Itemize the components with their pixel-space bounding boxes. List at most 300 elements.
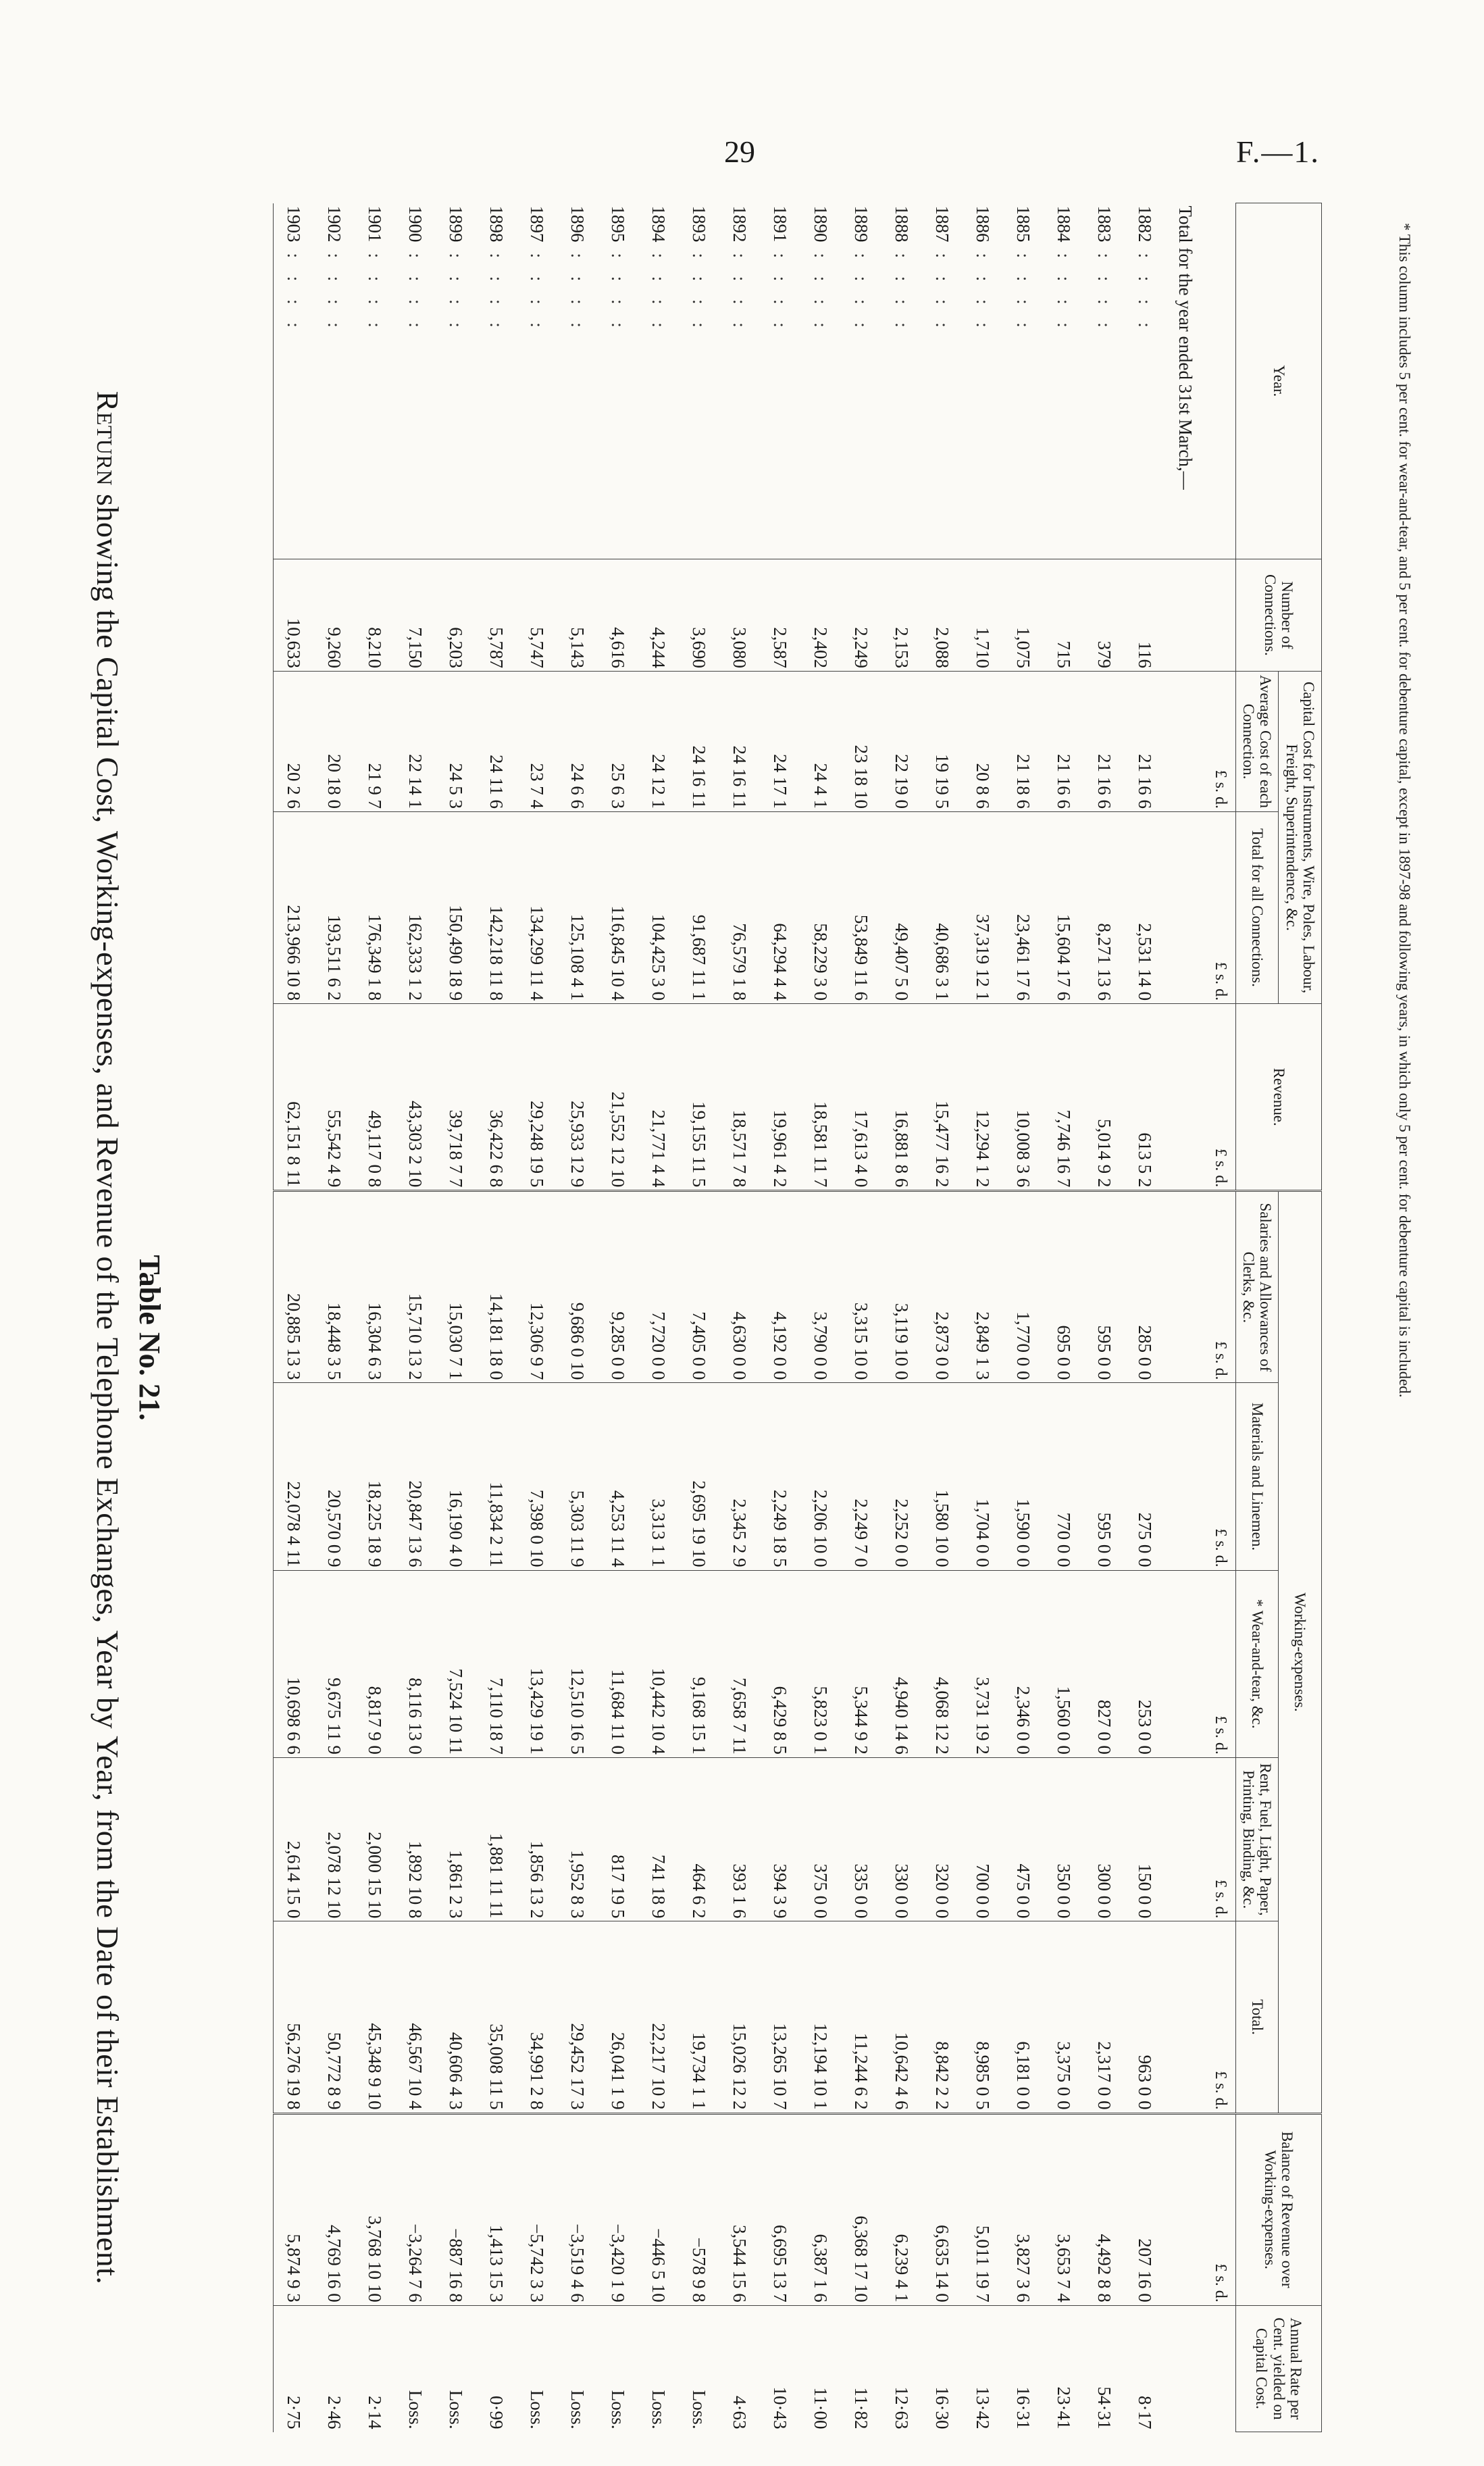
materials-cell-text: 7,398 0 10 — [527, 1489, 548, 1567]
materials-cell-text: 275 0 0 — [1135, 1512, 1156, 1567]
wear-and-tear-cell-text: 4,068 12 2 — [932, 1677, 953, 1755]
connections-cell-text: 2,587 — [770, 627, 791, 669]
revenue-cell-text: 36,422 6 8 — [486, 1109, 507, 1188]
balance-cell-text: −3,264 7 6 — [405, 2223, 426, 2303]
revenue-cell-text: 18,571 7 8 — [730, 1109, 750, 1188]
connections-cell — [1084, 559, 1125, 671]
connections-cell — [517, 559, 557, 671]
balance-cell-text: 6,368 17 10 — [851, 2215, 872, 2303]
page-number: 29 — [724, 134, 755, 169]
total-capital-cell-text: 37,319 12 1 — [973, 913, 994, 1001]
total-capital-cell — [1084, 811, 1125, 1003]
wear-and-tear-cell — [395, 1570, 436, 1757]
materials-cell — [1125, 1383, 1165, 1570]
total-capital-cell — [436, 811, 476, 1003]
total-expenses-cell-text: 2,317 0 0 — [1094, 2041, 1115, 2110]
balance-cell — [273, 2113, 314, 2305]
average-cost-cell-text: 25 6 3 — [608, 763, 629, 809]
revenue-cell — [1044, 1004, 1084, 1191]
salaries-cell-text: 3,315 10 0 — [851, 1302, 872, 1380]
year-cell-text: 1903 — [284, 205, 305, 243]
year-cell — [922, 203, 963, 559]
salaries-cell-text: 7,720 0 0 — [648, 1311, 669, 1380]
rent-fuel-cell-text: 1,952 8 3 — [567, 1850, 588, 1919]
leader-dots: : : : : — [892, 253, 913, 334]
average-cost-cell-text: 21 18 6 — [1013, 753, 1034, 809]
total-expenses-cell-text: 29,452 17 3 — [567, 2023, 588, 2110]
wear-and-tear-cell — [638, 1570, 679, 1757]
connections-cell-text: 7,150 — [405, 627, 426, 669]
materials-cell-text: 20,570 0 9 — [324, 1489, 345, 1567]
year-cell-text: 1884 — [1054, 205, 1075, 243]
rent-fuel-cell — [355, 1757, 395, 1921]
average-cost-cell — [476, 672, 517, 812]
connections-cell-text: 2,153 — [892, 627, 913, 669]
connections-cell — [922, 559, 963, 671]
annual-rate-cell — [273, 2305, 314, 2432]
rent-fuel-cell-text: 320 0 0 — [932, 1863, 953, 1919]
header-year: Year. — [1235, 203, 1321, 559]
year-cell — [1125, 203, 1165, 559]
salaries-cell — [881, 1191, 922, 1383]
total-expenses-cell-text: 963 0 0 — [1135, 2055, 1156, 2110]
leader-dots: : : : : — [567, 253, 588, 334]
balance-cell — [800, 2113, 841, 2305]
total-expenses-cell — [800, 1921, 841, 2113]
average-cost-cell — [800, 672, 841, 812]
year-cell-text: 1888 — [892, 205, 913, 243]
leader-dots: : : : : — [1013, 253, 1034, 334]
year-cell — [963, 203, 1003, 559]
rent-fuel-cell — [557, 1757, 598, 1921]
leader-dots: : : : : — [689, 253, 710, 334]
annual-rate-cell — [841, 2305, 881, 2432]
header-working-expenses: Working-expenses. — [1279, 1191, 1322, 2113]
rent-fuel-cell — [841, 1757, 881, 1921]
salaries-cell-text: 20,885 13 3 — [284, 1293, 305, 1380]
total-expenses-cell — [395, 1921, 436, 2113]
revenue-cell-text: 18,581 11 7 — [811, 1101, 831, 1188]
wear-and-tear-cell-text: 7,524 10 11 — [446, 1668, 467, 1755]
average-cost-cell-text: 19 19 5 — [932, 753, 953, 809]
total-expenses-cell-text: 56,276 19 8 — [284, 2023, 305, 2110]
year-cell — [841, 203, 881, 559]
rent-fuel-cell — [598, 1757, 638, 1921]
total-capital-cell — [841, 811, 881, 1003]
wear-and-tear-cell-text: 8,116 13 0 — [405, 1678, 426, 1755]
table-row — [1044, 203, 1084, 2432]
average-cost-cell — [922, 672, 963, 812]
salaries-cell-text: 2,873 0 0 — [932, 1311, 953, 1380]
revenue-cell — [679, 1004, 719, 1191]
annual-rate-cell-text: 12·63 — [892, 2386, 913, 2430]
year-cell — [557, 203, 598, 559]
balance-cell — [1084, 2113, 1125, 2305]
rent-fuel-cell — [517, 1757, 557, 1921]
total-expenses-cell-text: 10,642 4 6 — [892, 2032, 913, 2110]
connections-cell-text: 2,249 — [851, 627, 872, 669]
annual-rate-cell-text: 16·31 — [1013, 2386, 1034, 2430]
revenue-cell-text: 43,303 2 10 — [405, 1101, 426, 1188]
rent-fuel-cell-text: 300 0 0 — [1094, 1863, 1115, 1919]
header-average-cost: Average Cost of each Connection. — [1235, 672, 1279, 812]
average-cost-cell — [1003, 672, 1044, 812]
average-cost-cell — [273, 672, 314, 812]
wear-and-tear-cell-text: 6,429 8 5 — [770, 1686, 791, 1755]
connections-cell — [963, 559, 1003, 671]
balance-cell-text: −5,742 3 3 — [527, 2223, 548, 2303]
rent-fuel-cell-text: 1,881 11 11 — [486, 1833, 507, 1919]
total-expenses-cell — [760, 1921, 800, 2113]
wear-and-tear-cell-text: 4,940 14 6 — [892, 1677, 913, 1755]
year-cell — [719, 203, 760, 559]
salaries-cell — [841, 1191, 881, 1383]
year-cell-text: 1900 — [405, 205, 426, 243]
balance-cell-text: 3,544 15 6 — [730, 2225, 750, 2303]
connections-cell-text: 8,210 — [365, 627, 386, 669]
average-cost-cell-text: 21 16 6 — [1135, 753, 1156, 809]
connections-cell — [314, 559, 355, 671]
balance-cell — [1044, 2113, 1084, 2305]
salaries-cell-text: 9,285 0 0 — [608, 1311, 629, 1380]
header-annual-rate: Annual Rate per Cent. yielded on Capital Cost. — [1235, 2305, 1321, 2432]
table-row — [1003, 203, 1044, 2432]
year-cell — [638, 203, 679, 559]
salaries-cell-text: 2,849 1 3 — [973, 1311, 994, 1380]
connections-cell-text: 10,633 — [284, 618, 305, 669]
annual-rate-cell — [719, 2305, 760, 2432]
wear-and-tear-cell-text: 7,110 18 7 — [486, 1678, 507, 1755]
annual-rate-cell — [1003, 2305, 1044, 2432]
connections-cell-text: 5,787 — [486, 627, 507, 669]
annual-rate-cell — [1044, 2305, 1084, 2432]
unit-label: £ s. d. — [1206, 2113, 1236, 2305]
table-body — [273, 203, 1235, 2432]
unit-label: £ s. d. — [1206, 1191, 1236, 1383]
revenue-cell — [881, 1004, 922, 1191]
salaries-cell-text: 1,770 0 0 — [1013, 1311, 1034, 1380]
year-cell-text: 1887 — [932, 205, 953, 243]
salaries-cell — [355, 1191, 395, 1383]
revenue-cell — [760, 1004, 800, 1191]
revenue-cell — [963, 1004, 1003, 1191]
wear-and-tear-cell-text: 5,344 9 2 — [851, 1686, 872, 1755]
wear-and-tear-cell — [314, 1570, 355, 1757]
header-rent-fuel: Rent, Fuel, Light, Paper, Printing, Binding, &c. — [1235, 1757, 1279, 1921]
revenue-cell-text: 16,881 8 6 — [892, 1109, 913, 1188]
year-cell-text: 1891 — [770, 205, 791, 243]
year-cell-text: 1895 — [608, 205, 629, 243]
total-capital-cell — [517, 811, 557, 1003]
total-expenses-cell-text: 19,734 1 1 — [689, 2032, 710, 2110]
unit-label: £ s. d. — [1206, 1383, 1236, 1570]
leader-dots: : : : : — [365, 253, 386, 334]
annual-rate-cell-text: Loss. — [608, 2390, 629, 2430]
materials-cell — [355, 1383, 395, 1570]
balance-cell — [476, 2113, 517, 2305]
wear-and-tear-cell-text: 5,823 0 1 — [811, 1686, 831, 1755]
total-expenses-cell-text: 40,606 4 3 — [446, 2032, 467, 2110]
annual-rate-cell — [395, 2305, 436, 2432]
table-row — [679, 203, 719, 2432]
materials-cell-text: 11,834 2 11 — [486, 1482, 507, 1567]
revenue-cell — [922, 1004, 963, 1191]
unit-label: £ s. d. — [1206, 672, 1236, 812]
wear-and-tear-cell — [719, 1570, 760, 1757]
connections-cell-text: 9,260 — [324, 627, 345, 669]
salaries-cell-text: 3,119 10 0 — [892, 1303, 913, 1380]
total-expenses-cell — [476, 1921, 517, 2113]
connections-cell — [881, 559, 922, 671]
total-capital-cell-text: 2,531 14 0 — [1135, 923, 1156, 1001]
wear-and-tear-cell — [355, 1570, 395, 1757]
materials-cell — [314, 1383, 355, 1570]
leader-dots: : : : : — [811, 253, 831, 334]
total-capital-cell — [557, 811, 598, 1003]
salaries-cell-text: 14,181 18 0 — [486, 1293, 507, 1380]
balance-cell-text: 4,769 16 0 — [324, 2225, 345, 2303]
wear-and-tear-cell-text: 12,510 16 5 — [567, 1667, 588, 1755]
table-title — [90, 223, 126, 2452]
balance-cell — [881, 2113, 922, 2305]
salaries-cell — [1125, 1191, 1165, 1383]
annual-rate-cell — [679, 2305, 719, 2432]
wear-and-tear-cell-text: 10,698 6 6 — [284, 1677, 305, 1755]
connections-cell — [355, 559, 395, 671]
salaries-cell — [1084, 1191, 1125, 1383]
year-cell-text: 1885 — [1013, 205, 1034, 243]
balance-cell-text: 5,011 19 7 — [973, 2225, 994, 2303]
table-row — [963, 203, 1003, 2432]
balance-cell — [314, 2113, 355, 2305]
salaries-cell — [638, 1191, 679, 1383]
balance-cell-text: 3,768 10 10 — [365, 2215, 386, 2303]
salaries-cell — [395, 1191, 436, 1383]
rent-fuel-cell — [881, 1757, 922, 1921]
materials-cell-text: 1,704 0 0 — [973, 1499, 994, 1567]
materials-cell — [800, 1383, 841, 1570]
connections-cell-text: 2,402 — [811, 627, 831, 669]
rent-fuel-cell — [1125, 1757, 1165, 1921]
unit-label: £ s. d. — [1206, 1921, 1236, 2113]
total-capital-cell — [395, 811, 436, 1003]
header-capital-cost: Capital Cost for Instruments, Wire, Poles, Labour, Freight, Superintendence, &c. — [1279, 672, 1322, 1004]
year-cell — [679, 203, 719, 559]
materials-cell-text: 20,847 13 6 — [405, 1480, 426, 1567]
balance-cell-text: 5,874 9 3 — [284, 2234, 305, 2303]
total-capital-cell — [963, 811, 1003, 1003]
annual-rate-cell — [557, 2305, 598, 2432]
total-expenses-cell — [963, 1921, 1003, 2113]
total-capital-cell-text: 142,218 11 8 — [486, 905, 507, 1001]
wear-and-tear-cell — [1125, 1570, 1165, 1757]
rent-fuel-cell-text: 335 0 0 — [851, 1863, 872, 1919]
annual-rate-cell-text: Loss. — [446, 2390, 467, 2430]
average-cost-cell-text: 21 16 6 — [1094, 753, 1115, 809]
materials-cell-text: 2,345 2 9 — [730, 1499, 750, 1567]
average-cost-cell-text: 24 16 11 — [689, 745, 710, 809]
wear-and-tear-cell-text: 10,442 10 4 — [648, 1667, 669, 1755]
rent-fuel-cell — [476, 1757, 517, 1921]
total-expenses-cell — [314, 1921, 355, 2113]
balance-cell-text: −887 16 8 — [446, 2228, 467, 2303]
connections-cell — [1003, 559, 1044, 671]
total-capital-cell — [800, 811, 841, 1003]
average-cost-cell-text: 22 19 0 — [892, 753, 913, 809]
balance-cell-text: 4,492 8 8 — [1094, 2234, 1115, 2303]
average-cost-cell-text: 24 16 11 — [730, 745, 750, 809]
balance-cell-text: 207 16 0 — [1135, 2238, 1156, 2303]
revenue-cell-text: 15,477 16 2 — [932, 1101, 953, 1188]
average-cost-cell — [1125, 672, 1165, 812]
materials-cell — [476, 1383, 517, 1570]
salaries-cell-text: 7,405 0 0 — [689, 1311, 710, 1380]
materials-cell — [395, 1383, 436, 1570]
year-cell — [436, 203, 476, 559]
leader-dots: : : : : — [770, 253, 791, 334]
balance-cell-text: 3,653 7 4 — [1054, 2234, 1075, 2303]
unit-label: £ s. d. — [1206, 811, 1236, 1003]
connections-cell-text: 3,080 — [730, 627, 750, 669]
materials-cell-text: 2,249 7 0 — [851, 1499, 872, 1567]
connections-cell-text: 379 — [1094, 640, 1115, 669]
table-row — [719, 203, 760, 2432]
total-capital-cell-text: 125,108 4 1 — [567, 913, 588, 1001]
balance-cell — [436, 2113, 476, 2305]
average-cost-cell — [679, 672, 719, 812]
leader-dots: : : : : — [324, 253, 345, 334]
rent-fuel-cell — [963, 1757, 1003, 1921]
salaries-cell — [436, 1191, 476, 1383]
unit-label: £ s. d. — [1206, 1004, 1236, 1191]
revenue-cell — [719, 1004, 760, 1191]
revenue-cell — [517, 1004, 557, 1191]
materials-cell — [273, 1383, 314, 1570]
revenue-cell-text: 17,613 4 0 — [851, 1109, 872, 1188]
connections-cell — [598, 559, 638, 671]
year-cell — [355, 203, 395, 559]
annual-rate-cell — [517, 2305, 557, 2432]
balance-cell — [679, 2113, 719, 2305]
table-row — [436, 203, 476, 2432]
salaries-cell-text: 4,630 0 0 — [730, 1311, 750, 1380]
materials-cell-text: 4,253 11 4 — [608, 1490, 629, 1567]
total-capital-cell-text: 23,461 17 6 — [1013, 913, 1034, 1001]
total-expenses-cell — [1125, 1921, 1165, 2113]
balance-cell-text: −3,519 4 6 — [567, 2223, 588, 2303]
title-rest: showing the Capital Cost, Working-expenses, and Revenue of the Telephone Exchanges, Year by Year, from the Date of their Establishment. — [91, 493, 125, 2285]
table-row — [314, 203, 355, 2432]
total-expenses-cell — [557, 1921, 598, 2113]
annual-rate-cell — [760, 2305, 800, 2432]
wear-and-tear-cell-text: 2,346 0 0 — [1013, 1686, 1034, 1755]
total-capital-cell — [1044, 811, 1084, 1003]
header-total-all-connections: Total for all Connections. — [1235, 811, 1279, 1003]
connections-cell-text: 4,244 — [648, 627, 669, 669]
wear-and-tear-cell — [679, 1570, 719, 1757]
leader-dots: : : : : — [1094, 253, 1115, 334]
annual-rate-cell-text: 10·43 — [770, 2386, 791, 2430]
annual-rate-cell — [355, 2305, 395, 2432]
connections-cell — [719, 559, 760, 671]
rent-fuel-cell-text: 350 0 0 — [1054, 1863, 1075, 1919]
annual-rate-cell-text: Loss. — [567, 2390, 588, 2430]
leader-dots: : : : : — [1135, 253, 1156, 334]
balance-cell — [355, 2113, 395, 2305]
total-expenses-cell-text: 11,244 6 2 — [851, 2032, 872, 2110]
page-reference: F.—1. — [1236, 134, 1320, 169]
average-cost-cell-text: 20 2 6 — [284, 763, 305, 809]
average-cost-cell — [719, 672, 760, 812]
balance-cell-text: 6,387 1 6 — [811, 2234, 831, 2303]
year-cell — [1003, 203, 1044, 559]
table-row — [1084, 203, 1125, 2432]
year-cell-text: 1892 — [730, 205, 750, 243]
total-capital-cell — [760, 811, 800, 1003]
salaries-cell-text: 15,030 7 1 — [446, 1302, 467, 1380]
materials-cell-text: 2,252 0 0 — [892, 1499, 913, 1567]
average-cost-cell-text: 21 9 7 — [365, 763, 386, 809]
year-cell-text: 1901 — [365, 205, 386, 243]
header-balance: Balance of Revenue over Working-expenses. — [1235, 2113, 1321, 2305]
annual-rate-cell-text: Loss. — [689, 2390, 710, 2430]
materials-cell — [760, 1383, 800, 1570]
materials-cell — [436, 1383, 476, 1570]
header-wear-and-tear: * Wear-and-tear, &c. — [1235, 1570, 1279, 1757]
materials-cell — [679, 1383, 719, 1570]
rent-fuel-cell-text: 1,856 13 2 — [527, 1840, 548, 1919]
average-cost-cell-text: 21 16 6 — [1054, 753, 1075, 809]
total-capital-cell-text: 150,490 18 9 — [446, 905, 467, 1001]
revenue-cell-text: 29,248 19 5 — [527, 1101, 548, 1188]
total-capital-cell-text: 64,294 4 4 — [770, 923, 791, 1001]
annual-rate-cell-text: 2·75 — [284, 2396, 305, 2430]
revenue-cell — [800, 1004, 841, 1191]
year-cell — [1044, 203, 1084, 559]
wear-and-tear-cell — [963, 1570, 1003, 1757]
header-connections: Number of Connections. — [1235, 559, 1321, 671]
revenue-cell — [273, 1004, 314, 1191]
year-cell — [517, 203, 557, 559]
average-cost-cell-text: 23 18 10 — [851, 745, 872, 809]
materials-cell — [841, 1383, 881, 1570]
salaries-cell-text: 3,790 0 0 — [811, 1311, 831, 1380]
materials-cell — [719, 1383, 760, 1570]
revenue-cell-text: 10,008 3 6 — [1013, 1109, 1034, 1188]
annual-rate-cell-text: 13·42 — [973, 2386, 994, 2430]
average-cost-cell-text: 24 12 1 — [648, 753, 669, 809]
materials-cell — [922, 1383, 963, 1570]
total-capital-cell — [719, 811, 760, 1003]
table-row — [922, 203, 963, 2432]
average-cost-cell — [355, 672, 395, 812]
revenue-cell-text: 25,933 12 9 — [567, 1101, 588, 1188]
annual-rate-cell-text: 54·31 — [1094, 2386, 1115, 2430]
materials-cell-text: 1,590 0 0 — [1013, 1499, 1034, 1567]
total-capital-cell-text: 193,511 6 2 — [324, 914, 345, 1001]
average-cost-cell — [314, 672, 355, 812]
salaries-cell — [800, 1191, 841, 1383]
rent-fuel-cell — [1044, 1757, 1084, 1921]
table-row — [760, 203, 800, 2432]
connections-cell-text: 5,143 — [567, 627, 588, 669]
average-cost-cell-text: 24 17 1 — [770, 753, 791, 809]
leader-dots: : : : : — [608, 253, 629, 334]
balance-cell-text: −3,420 1 9 — [608, 2223, 629, 2303]
wear-and-tear-cell — [557, 1570, 598, 1757]
year-cell-text: 1899 — [446, 205, 467, 243]
total-capital-cell — [598, 811, 638, 1003]
